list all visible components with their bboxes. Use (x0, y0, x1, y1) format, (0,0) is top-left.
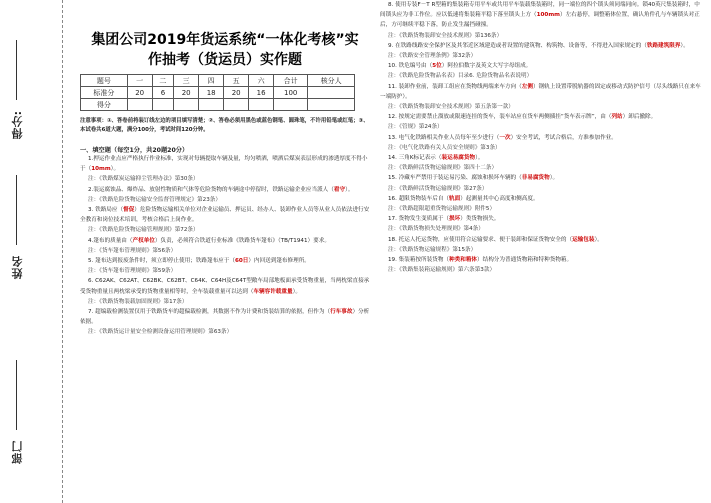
cell: 20 (224, 87, 249, 99)
answer-text: 看守 (333, 186, 346, 193)
name-label: 姓名 (11, 255, 24, 279)
cell: 20 (174, 87, 199, 99)
left-column (80, 30, 370, 338)
question-text: 13. 电气化铁路相关作业人员每年至少进行（ (388, 134, 500, 141)
question-item (80, 185, 370, 195)
cell: 6 (152, 87, 174, 99)
question-text: ）。 (345, 186, 354, 193)
question-text: 15. 冷藏车严禁用于装运易污染、腐蚀和损坏车辆的（ (388, 175, 522, 182)
answer-text: 产权单位 (132, 237, 155, 244)
question-text: ）卸后撤除。 (622, 114, 657, 121)
question-item (80, 256, 370, 266)
citation-note: 注：《铁路超限超重货物运输规则》附件5） (388, 206, 496, 213)
question-item (380, 82, 705, 102)
citation-note: 注：《铁路集装箱运输规则》第六条第3款） (388, 267, 496, 274)
cell: 二 (152, 75, 174, 87)
cell: 四 (199, 75, 224, 87)
cell (308, 87, 355, 99)
answer-text: 60日 (234, 258, 249, 265)
right-column (380, 0, 705, 275)
question-text: ）。 (475, 155, 484, 162)
question-item (380, 61, 705, 71)
question-item (380, 214, 705, 224)
citation-note: 注：《铁路危险货物运输管理规则》第72条） (88, 227, 199, 234)
exam-notes: 注意事项：①、答卷前将装订线左边的项目填写清楚；②、答卷必须用黑色或蓝色钢笔、圆珠笔，不许用铅笔或红笔；③、本试卷共6道大题，满分100分，考试时间120分钟。 (80, 118, 369, 133)
cell: 100 (274, 87, 308, 99)
question-text: ）。 (292, 288, 301, 295)
answer-text: 行车事故 (330, 309, 353, 316)
question-item (380, 235, 705, 245)
citation-note: 注：《铁路货运计量安全检测设备运用管理规则》第63条） (88, 329, 233, 336)
question-text: ）分析依据。 (80, 309, 370, 326)
question-text: 12. 按规定需要禁止溜放或限速连挂的货车，装车站应在货车两侧插挂“货车表示牌”，由（ (388, 114, 612, 121)
cell (152, 99, 174, 111)
cell: 合计 (274, 75, 308, 87)
answer-text: 种类和箱体 (449, 257, 478, 264)
citation-note: 注：《铁路危险货物运输安全监督管理规定》第23条） (88, 196, 221, 203)
citation-note: 注：《铁路安全管理条例》第32条） (388, 53, 477, 60)
question-text: ）。 (594, 236, 603, 243)
score-table-header-row (81, 75, 355, 87)
question-text: 16. 超限货物装车后自（ (388, 195, 450, 202)
question-text: ）负责，必须符合铁道行业标准《铁路货车篷布》（TB/T1941）要求。 (154, 237, 330, 244)
question-item (80, 276, 370, 296)
question-item (80, 307, 370, 327)
question-text: 19. 集装箱按所装货物（ (388, 257, 450, 264)
question-text: 5. 篷布达到报废条件时，须立即停止使用；铁路篷布应于（ (88, 258, 235, 265)
cell: 题号 (81, 75, 128, 87)
question-text: 17. 货物发生变质属于（ (388, 216, 450, 223)
question-text: ）。 (549, 175, 559, 182)
answer-text: 损坏 (449, 216, 461, 223)
citation-note: 注：《铁路货物装载加固规则》第17条） (88, 298, 188, 305)
question-text: ）类货物损失。 (460, 216, 500, 223)
question-text: ）钢轨上设置带脱轨器的固定或移动式防护信号（尽头线路只在来车一端防护）。 (380, 83, 701, 100)
cell (308, 99, 355, 111)
citation-note: 注：《铁路鲜活货物运输规则》第27条） (388, 185, 488, 192)
score-table (80, 74, 355, 111)
question-text: 11. 装卸作业前，装卸工组应在货物线两端来车方向（ (388, 83, 522, 90)
question-item (380, 255, 705, 265)
answer-text: 督促 (123, 207, 135, 214)
citation-note: 注：《铁路货物装卸安全技术规则》第136条） (388, 32, 503, 39)
answer-text: 左侧 (521, 83, 533, 90)
question-text: 1.押运作业点应严格执行作业标准，实现对每辆提取车辆及量，均匀喷洒，喷洒后煤炭表层形成的渗透厚度不得小于（ (80, 156, 368, 173)
cell: 三 (174, 75, 199, 87)
name-line (16, 175, 17, 245)
question-text: ）危险货物运输相关单位对企业运输员、押运员、经办人、装卸作业人员等从业人员依法进行安全教育和岗位技术培训，考核合格后上岗作业。 (80, 207, 370, 224)
cell (274, 99, 308, 111)
question-text: 3. 铁路局应（ (88, 207, 124, 214)
right-question-list (380, 0, 705, 275)
citation-note: 注：《铁路鲜活货物运输规则》第四十二条） (388, 165, 498, 172)
answer-text: 5位 (432, 63, 442, 70)
score-table-score-row (81, 99, 355, 111)
citation-note: 注：《铁路货物装卸安全技术规则》第五条第一款） (388, 104, 514, 111)
cell: 六 (249, 75, 274, 87)
answer-text: 轨面 (449, 195, 461, 202)
exam-title-line1: 集团公司2019年货运系统“一体化考核”实 (91, 32, 359, 48)
question-item (380, 153, 705, 163)
question-text: 10. 铁危编号由（ (388, 63, 433, 70)
question-item (380, 41, 705, 51)
score-table-standard-row (81, 87, 355, 99)
answer-text: 100mm (536, 12, 560, 19)
question-item (80, 236, 370, 246)
binding-margin (0, 0, 63, 503)
question-item (380, 133, 705, 143)
exam-title-line2: 作抽考（货运员）实作题 (148, 52, 302, 68)
cell: 一 (127, 75, 152, 87)
answer-text: 一次 (499, 134, 511, 141)
section-title: 一、填空题（每空1分，共20题20分） (80, 147, 189, 154)
question-text: 14. 三角K标记表示（ (388, 155, 442, 162)
question-text: ）阿拉伯数字及英文大写字母组成。 (441, 63, 532, 70)
dept-line (16, 360, 17, 430)
question-text: 8. 使用专装F－T R型箱的集装箱专用平车或共用平车装载集装箱时，同一端位的四个锁头须同端同向。锁40英尺集装箱时，中间锁头应为非工作位。应以低速将集装箱平稳下落至锁头上方（ (380, 2, 700, 19)
question-text: 4.篷布的质量由（ (88, 237, 133, 244)
citation-note: 注：《铁路货物运输规程》第15条） (388, 246, 477, 253)
cell: 18 (199, 87, 224, 99)
question-item (80, 154, 370, 174)
answer-text: 非易腐货物 (521, 175, 550, 182)
citation-note: 注：《电气化铁路有关人员安全规则》第3条） (388, 144, 501, 151)
question-text: ）安全考试，考试合格后，方准参加作业。 (510, 134, 617, 141)
answer-text: 运输包装 (572, 236, 595, 243)
question-text: 9. 在铁路线路安全保护区及其邻近区域建造或者设置的建筑物、构筑物、设备等，不得进入国家规定的（ (388, 42, 647, 49)
citation-note: 注：《货车篷布管理规则》第59条） (88, 268, 177, 275)
cell (224, 99, 249, 111)
question-text: ）起测量其中心高度和侧高度。 (460, 195, 539, 202)
cell: 得分 (81, 99, 128, 111)
question-text: 6. C62AK、C62AT、C62BK、C62BT、C64K、C64H及C64T型敞车局部地板面承受货物重量，当两枕梁直接承受货物重量且两枕梁承受的货物重量相等时，全车装载重量可以达到（ (80, 278, 370, 295)
citation-note: 注：《货车篷布管理规则》第56条） (88, 247, 177, 254)
cell (127, 99, 152, 111)
question-text: ）。 (110, 166, 120, 173)
answer-text: 装运易腐货物 (441, 155, 476, 162)
question-text: ）左右悬停，调整箱体位置，确认角件孔与车辆锁头对正后，方可继续平稳下落，防止发生漏挡碰撞。 (380, 12, 700, 29)
cell: 五 (224, 75, 249, 87)
question-text: ）内回送到篷布修理所。 (248, 258, 310, 265)
score-line (16, 40, 17, 100)
citation-note: 注：《铁路煤炭运输抑尘管理办法》第30条） (88, 176, 199, 183)
question-item (380, 0, 705, 31)
citation-note: 注：《铁路危险货物品名表》目录6. 危险货物品名表说明） (388, 73, 533, 80)
left-question-list (80, 154, 370, 338)
question-text: 18. 托运人托运货物，应使用符合运输要求、便于装卸和保证货物安全的（ (388, 236, 573, 243)
answer-text: 列站 (611, 114, 623, 121)
cell (249, 99, 274, 111)
cell (199, 99, 224, 111)
dept-label: 部门 (11, 440, 24, 464)
cell: 核分人 (308, 75, 355, 87)
answer-text: 铁路建筑限界 (646, 42, 681, 49)
cell: 16 (249, 87, 274, 99)
question-item (380, 112, 705, 122)
cell: 20 (127, 87, 152, 99)
question-item (380, 194, 705, 204)
question-item (80, 205, 370, 225)
question-text: ）。 (680, 42, 689, 49)
question-text: ）结构分为普通货物箱和特种货物箱。 (477, 257, 573, 264)
citation-note: 注：《管规》第24条） (388, 124, 443, 131)
cell (174, 99, 199, 111)
question-text: 7. 超编载检测装置仅用于铁路货车的超偏载检测，其数据不作为计费和货装结算的依据，但作为（ (88, 309, 331, 316)
answer-text: 车辆容许载重量 (253, 288, 293, 295)
score-label: 得分: (11, 110, 24, 140)
cell: 标准分 (81, 87, 128, 99)
question-text: 2.装运腐蚀品、爆炸品、放射性物质和气体等危险货物的车辆途中停留时，铁路运输企业应当派人（ (88, 186, 334, 193)
question-item (380, 173, 705, 183)
citation-note: 注：《铁路货物损失处理规则》第4条） (388, 226, 484, 233)
answer-text: 10mm (91, 166, 111, 173)
